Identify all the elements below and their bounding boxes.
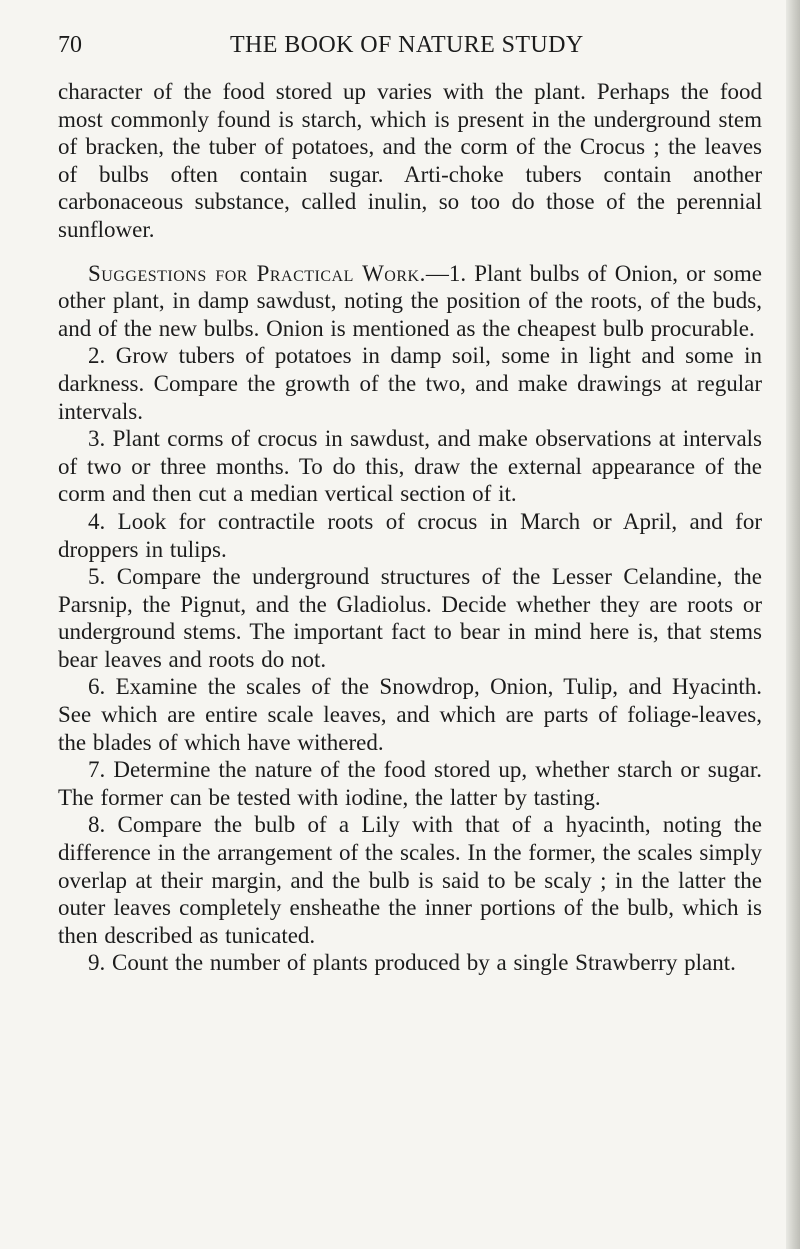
section-heading: Suggestions for Practical Work. (88, 260, 426, 286)
list-item-6: 6. Examine the scales of the Snowdrop, Onion, Tulip, and Hyacinth. See which are entire scale leaves, and which are parts of foliage-leaves, the blades of which have withered. (58, 674, 762, 755)
list-item-4: 4. Look for contractile roots of crocus in March or April, and for droppers in tulips. (58, 508, 762, 562)
page-edge-shadow (786, 0, 800, 1249)
list-item-7: 7. Determine the nature of the food stored up, whether starch or sugar. The former can be tested with iodine, the latter by tasting. (58, 757, 762, 810)
body-text (58, 78, 762, 977)
list-item-9: 9. Count the number of plants produced by a single Strawberry plant. (88, 950, 736, 976)
list-item-3: 3. Plant corms of crocus in sawdust, and make observations at intervals of two or three months. To do this, draw the external appearance of the corm and then cut a median vertical section of it. (58, 426, 762, 507)
list-item-8: 8. Compare the bulb of a Lily with that of a hyacinth, noting the difference in the arrangement of the scales. In the former, the scales simply overlap at their margin, and the bulb is said to be scaly ; in the latter the outer leaves completely ensheathe the inner portions of the bulb, which is then described as tunicated. (58, 812, 762, 948)
list-item-2: 2. Grow tubers of potatoes in damp soil, some in light and some in darkness. Compare the growth of the two, and make drawings at regular intervals. (58, 343, 762, 424)
opening-paragraph: character of the food stored up varies with the plant. Perhaps the food most commonly found is starch, which is present in the underground stem of bracken, the tuber of potatoes, and the corm of the Crocus ; the leaves of bulbs often contain sugar. Arti-choke tubers contain another carbonaceous substance, called inulin, so too do those of the perennial sunflower. (58, 79, 762, 242)
list-item-1: —1. Plant bulbs of Onion, or some other plant, in damp sawdust, noting the position of the roots, of the buds, and of the new bulbs. Onion is mentioned as the cheapest bulb procurable. (58, 260, 762, 341)
page-header (58, 28, 738, 62)
running-head: THE BOOK OF NATURE STUDY (230, 32, 584, 58)
suggestions-paragraph (58, 260, 762, 343)
list-item-5: 5. Compare the underground structures of the Lesser Celandine, the Parsnip, the Pignut, and the Gladiolus. Decide whether they are roots or underground stems. The important fact to bear in mind here is, that stems bear leaves and roots do not. (58, 564, 762, 672)
page-number: 70 (58, 32, 82, 58)
